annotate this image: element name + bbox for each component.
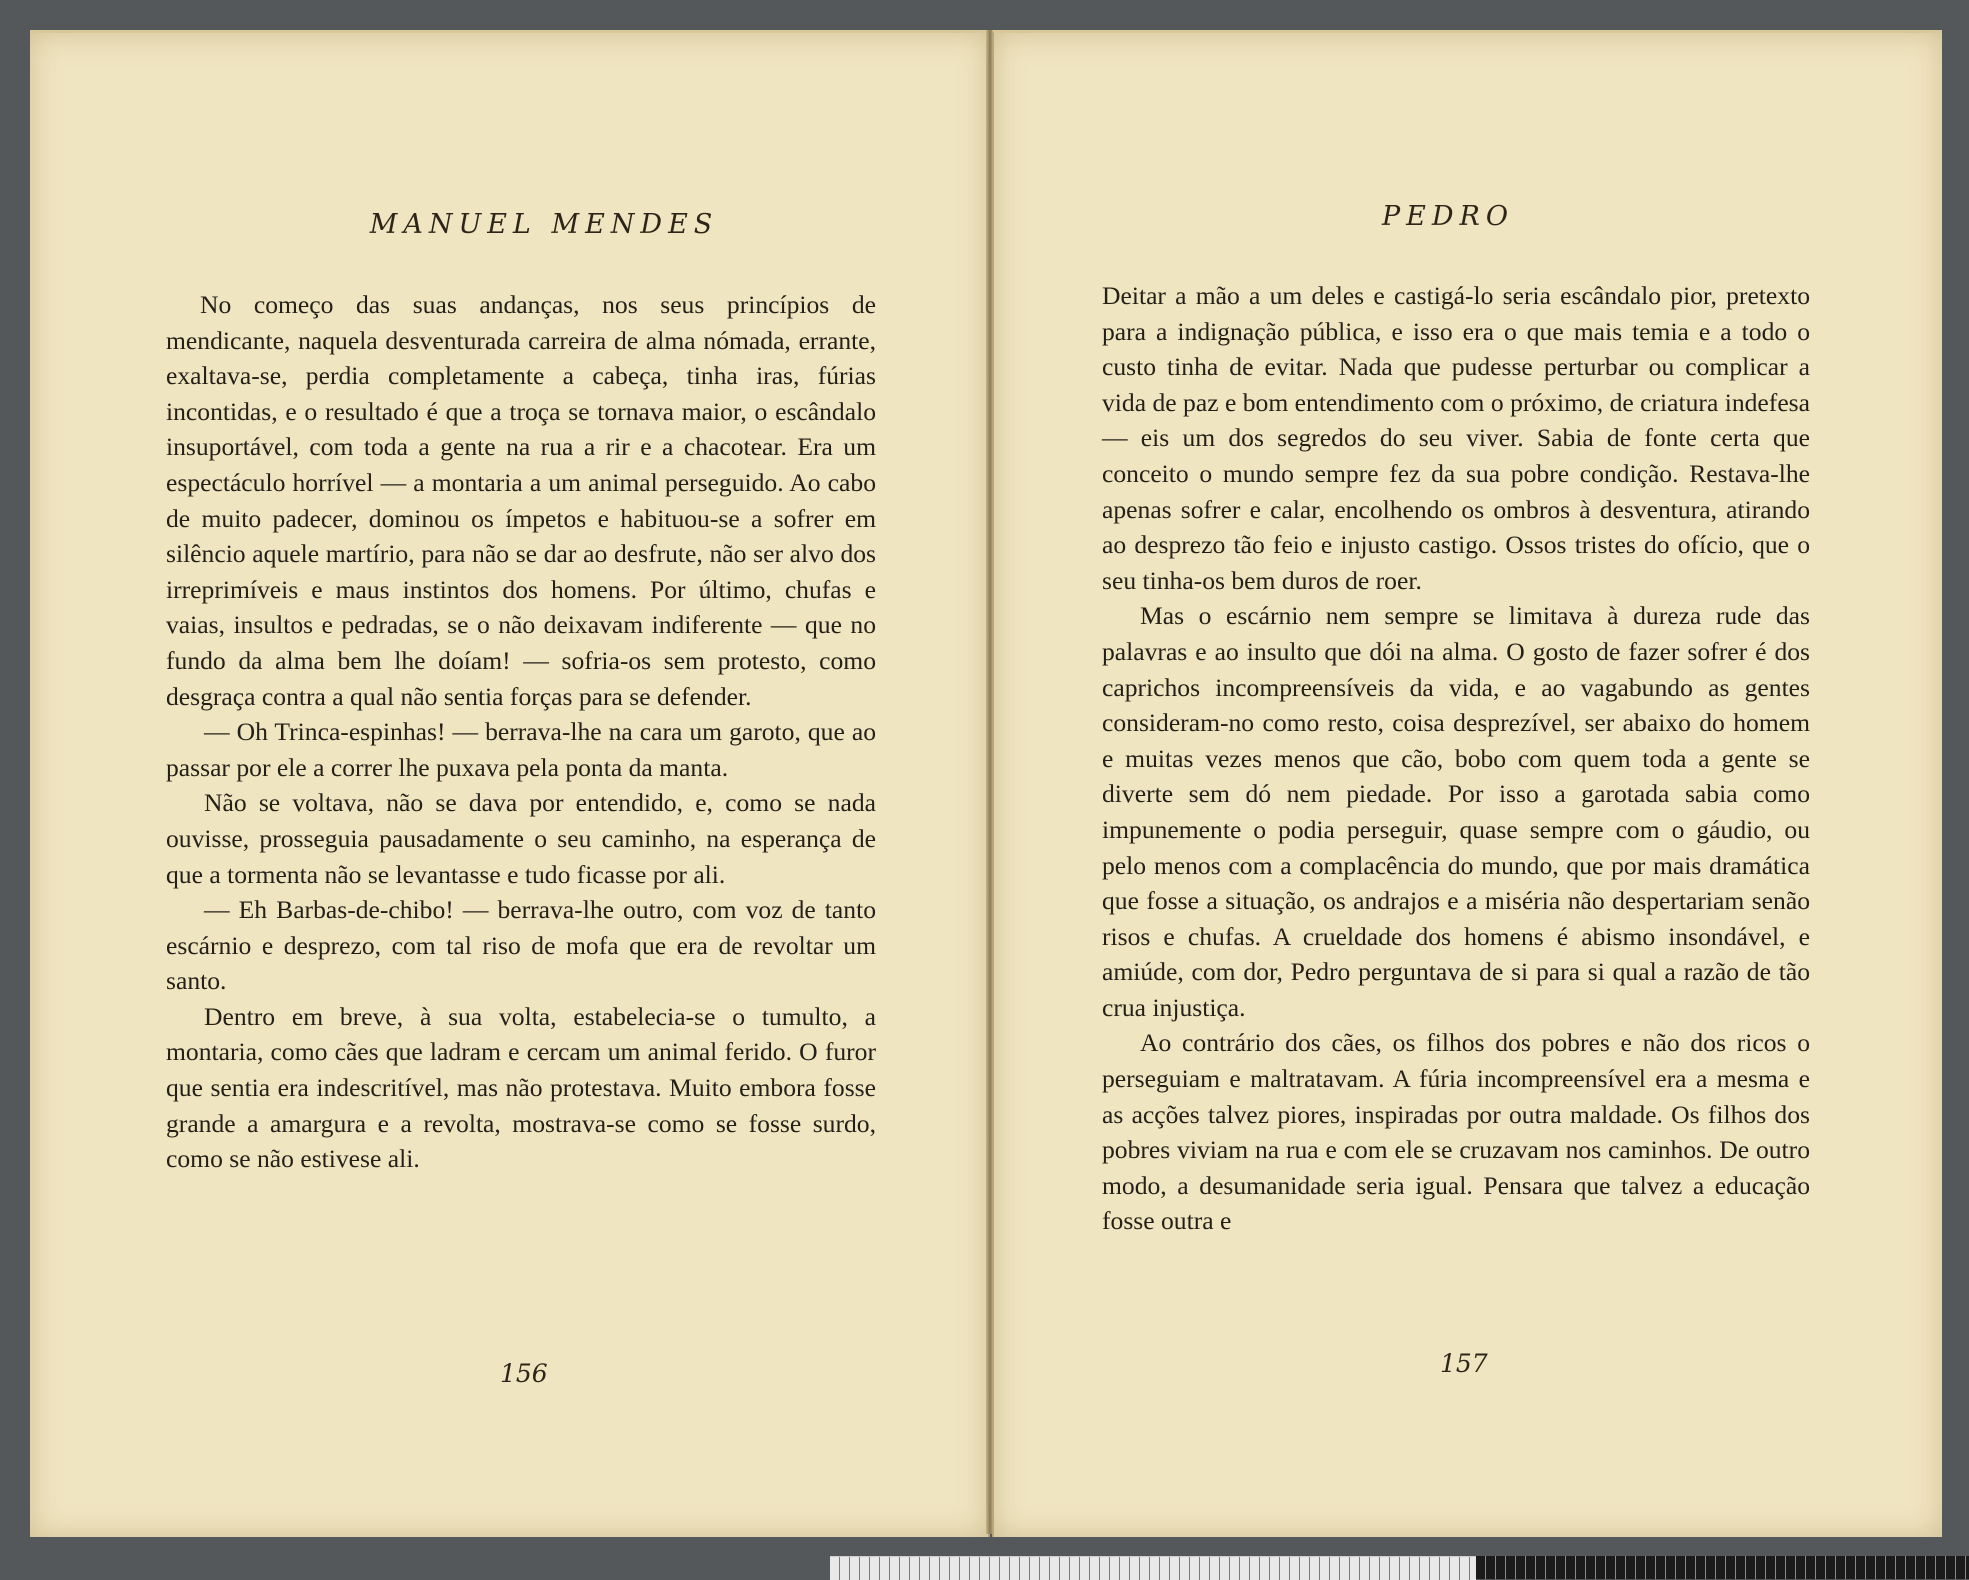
paragraph: Não se voltava, não se dava por entendido, e, como se nada ouvisse, prosseguia pausadamente o seu caminho, na esperança de que a tormenta não se levantasse e tudo ficasse por ali. [166,788,876,889]
right-running-header: PEDRO [1382,201,1514,232]
left-running-header: MANUEL MENDES [369,209,719,240]
paragraph: Dentro em breve, à sua volta, estabelecia-se o tumulto, a montaria, como cães que ladram e cercam um animal ferido. O furor que sentia era indescritível, mas não protestava. Muito embora fosse grande a amargura e a revolta, mostrava-se como se fosse surdo, como se não estivese ali. [166,1001,876,1174]
paragraph: Deitar a mão a um deles e castigá-lo seria escândalo pior, pretexto para a indignação pública, e isso era o que mais temia e a todo o custo tinha de evitar. Nada que pudesse perturbar ou complicar a vida de paz e bom entendimento com o próximo, de criatura indefesa — eis um dos segredos do seu viver. Sabia de fonte certa que conceito o mundo sempre fez da sua pobre condição. Restava-lhe apenas sofrer e calar, encolhendo os ombros à desventura, atirando ao desprezo tão feio e injusto castigo. Ossos tristes do ofício, que o seu tinha-os bem duros de roer. [1102,281,1810,595]
ruler-black-segment [1476,1556,1969,1579]
paragraph: — Oh Trinca-espinhas! — berrava-lhe na cara um garoto, que ao passar por ele a correr lhe puxava pela ponta da manta. [166,717,876,782]
paragraph: Mas o escárnio nem sempre se limitava à dureza rude das palavras e ao insulto que dói na alma. O gosto de fazer sofrer é dos caprichos incompreensíveis da vida, e ao vagabundo as gentes consideram-no como resto, coisa desprezível, ser abaixo do homem e muitas vezes menos que cão, bobo com quem toda a gente se diverte sem dó nem piedade. Por isso a garotada sabia como impunemente o podia perseguir, quase sempre com o gáudio, ou pelo menos com a complacência do mundo, que por mais dramática que fosse a situação, os andrajos e a miséria não despertariam senão risos e chufas. A crueldade dos homens é abismo insondável, e amiúde, com dor, Pedro perguntava de si para si qual a razão de tão crua injustiça. [1102,601,1810,1022]
left-page-number: 156 [500,1359,548,1388]
right-page-number: 157 [1440,1349,1488,1378]
paragraph: No começo das suas andanças, nos seus princípios de mendicante, naquela desventurada carreira de alma nómada, errante, exaltava-se, perdia completamente a cabeça, tinha iras, fúrias incontidas, e o resultado é que a troça se tornava maior, o escândalo insuportável, com toda a gente na rua a rir e a chacotear. Era um espectáculo horrível — a montaria a um animal perseguido. Ao cabo de muito padecer, dominou os ímpetos e habituou-se a sofrer em silêncio aquele martírio, para não se dar ao desfrute, não ser alvo dos irreprimíveis e maus instintos dos homens. Por último, chufas e vaias, insultos e pedradas, se o não deixavam indiferente — que no fundo da alma bem lhe doíam! — sofria-os sem protesto, como desgraça contra a qual não sentia forças para se defender. [166,290,876,711]
right-page [992,30,1942,1537]
scale-ruler [830,1556,1969,1579]
ruler-white-segment [830,1556,1476,1580]
paragraph: Ao contrário dos cães, os filhos dos pobres e não dos ricos o perseguiam e maltratavam. A fúria incompreensível era a mesma e as acções talvez piores, inspiradas por outra maldade. Os filhos dos pobres viviam na rua e com ele se cruzavam nos caminhos. De outro modo, a desumanidade seria igual. Pensara que talvez a educação fosse outra e [1102,1028,1810,1236]
left-page-text [166,287,876,1177]
paragraph: — Eh Barbas-de-chibo! — berrava-lhe outro, com voz de tanto escárnio e desprezo, com tal riso de mofa que era de revoltar um santo. [166,895,876,996]
left-page [30,30,990,1537]
right-page-text [1102,278,1810,1239]
